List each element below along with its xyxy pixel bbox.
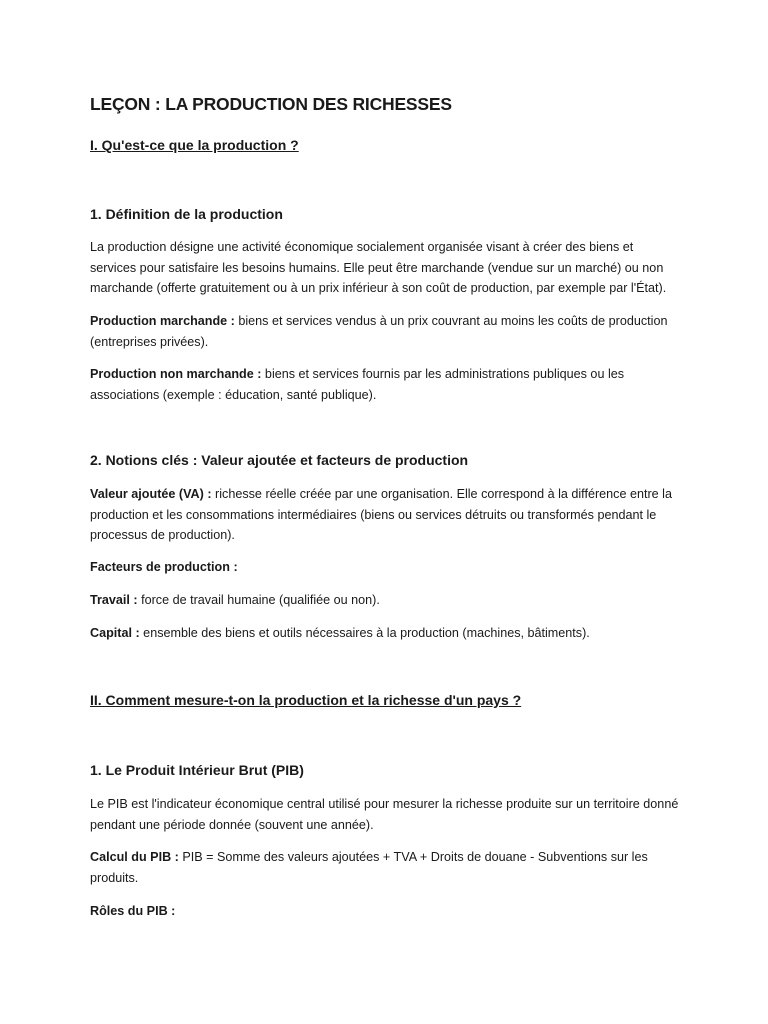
- section-heading-2: II. Comment mesure-t-on la production et la richesse d'un pays ?: [90, 692, 522, 708]
- capital-text: ensemble des biens et outils nécessaires à la production (machines, bâtiments).: [139, 626, 590, 640]
- travail-term: Travail :: [90, 593, 138, 607]
- valeur-ajoutee-paragraph: [90, 484, 680, 546]
- lesson-title: LEÇON : LA PRODUCTION DES RICHESSES: [90, 94, 452, 114]
- calcul-pib-paragraph: [90, 847, 680, 888]
- roles-pib-term: Rôles du PIB :: [90, 904, 176, 918]
- facteurs-term: Facteurs de production :: [90, 560, 238, 574]
- valeur-ajoutee-term: Valeur ajoutée (VA) :: [90, 487, 212, 501]
- facteurs-paragraph: [90, 557, 680, 578]
- production-marchande-paragraph: [90, 311, 680, 352]
- travail-text: force de travail humaine (qualifiée ou non).: [137, 593, 380, 607]
- production-non-marchande-paragraph: [90, 364, 680, 405]
- subsection-heading-notions: 2. Notions clés : Valeur ajoutée et facteurs de production: [90, 452, 469, 468]
- calcul-pib-text: PIB = Somme des valeurs ajoutées + TVA + Droits de douane - Subventions sur les produits.: [90, 850, 648, 885]
- section-heading-1: I. Qu'est-ce que la production ?: [90, 137, 299, 153]
- calcul-pib-term: Calcul du PIB :: [90, 850, 179, 864]
- capital-paragraph: [90, 623, 680, 644]
- pib-definition-paragraph: Le PIB est l'indicateur économique central utilisé pour mesurer la richesse produite sur un territoire donné pendant une période donnée (souvent une année).: [90, 797, 679, 832]
- subsection-heading-pib: 1. Le Produit Intérieur Brut (PIB): [90, 762, 304, 778]
- capital-term: Capital :: [90, 626, 140, 640]
- roles-pib-paragraph: [90, 901, 680, 922]
- definition-paragraph: La production désigne une activité économique socialement organisée visant à créer des biens et services pour satisfaire les besoins humains. Elle peut être marchande (vendue sur un marché) ou non marchande (offerte gratuitement ou à un prix inférieur à son coût de production, par exemple par l'État).: [90, 240, 667, 295]
- production-marchande-term: Production marchande :: [90, 314, 235, 328]
- subsection-heading-definition: 1. Définition de la production: [90, 206, 283, 222]
- production-non-marchande-text: biens et services fournis par les administrations publiques ou les associations (exemple : éducation, santé publique).: [90, 367, 625, 402]
- production-marchande-text: biens et services vendus à un prix couvrant au moins les coûts de production (entreprises privées).: [90, 314, 668, 349]
- production-non-marchande-term: Production non marchande :: [90, 367, 262, 381]
- valeur-ajoutee-text: richesse réelle créée par une organisation. Elle correspond à la différence entre la production et les consommations intermédiaires (biens ou services détruits ou transformés pendant le processus de production).: [90, 487, 672, 542]
- travail-paragraph: [90, 590, 680, 611]
